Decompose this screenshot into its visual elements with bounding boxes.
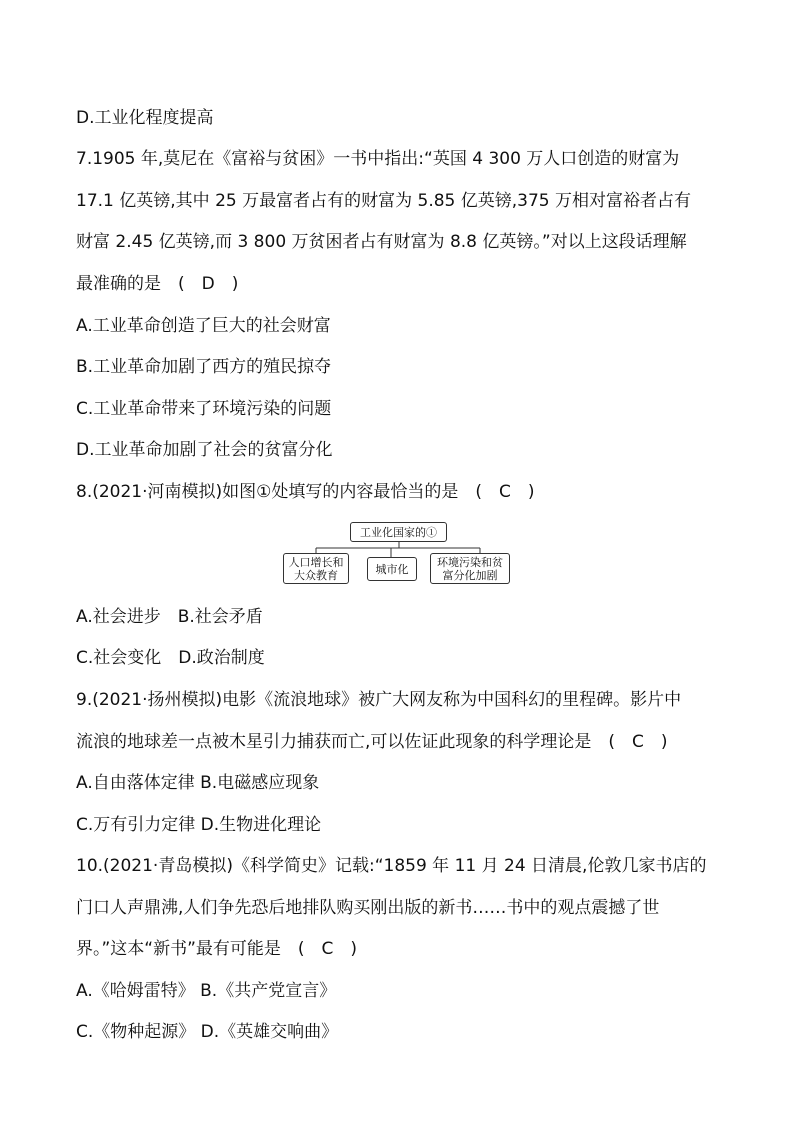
q7-option-a: A.工业革命创造了巨大的社会财富 — [76, 316, 331, 336]
q9-stem-line-2: 流浪的地球差一点被木星引力捕获而亡,可以佐证此现象的科学理论是 ( C ) — [76, 732, 668, 752]
q10-options-ab: A.《哈姆雷特》 B.《共产党宣言》 — [76, 981, 337, 1001]
q10-stem-line-1: 10.(2021·青岛模拟)《科学简史》记载:“1859 年 11 月 24 日清晨,伦敦几家书店的 — [76, 856, 707, 876]
diagram-root-box: 工业化国家的① — [350, 522, 447, 542]
q8-stem: 8.(2021·河南模拟)如图①处填写的内容最恰当的是 ( C ) — [76, 482, 535, 502]
q10-stem-line-3: 界。”这本“新书”最有可能是 ( C ) — [76, 939, 358, 959]
q7-option-b: B.工业革命加剧了西方的殖民掠夺 — [76, 357, 332, 377]
q7-stem-line-2: 17.1 亿英镑,其中 25 万最富者占有的财富为 5.85 亿英镑,375 万相对富裕者占有 — [76, 191, 692, 211]
diagram-child-population-education: 人口增长和 大众教育 — [283, 553, 349, 584]
q7-stem-line-3: 财富 2.45 亿英镑,而 3 800 万贫困者占有财富为 8.8 亿英镑。”对以上这段话理解 — [76, 232, 687, 252]
diagram-child-pollution-inequality: 环境污染和贫 富分化加剧 — [430, 553, 510, 584]
q7-option-d: D.工业革命加剧了社会的贫富分化 — [76, 440, 333, 460]
q7-option-c: C.工业革命带来了环境污染的问题 — [76, 399, 332, 419]
q8-diagram — [283, 520, 513, 586]
diagram-child-urbanization: 城市化 — [367, 557, 417, 581]
q8-options-ab: A.社会进步 B.社会矛盾 — [76, 607, 263, 627]
q6-option-d: D.工业化程度提高 — [76, 108, 214, 128]
q9-options-cd: C.万有引力定律 D.生物进化理论 — [76, 815, 322, 835]
q10-options-cd: C.《物种起源》 D.《英雄交响曲》 — [76, 1022, 339, 1042]
q9-options-ab: A.自由落体定律 B.电磁感应现象 — [76, 773, 320, 793]
q9-stem-line-1: 9.(2021·扬州模拟)电影《流浪地球》被广大网友称为中国科幻的里程碑。影片中 — [76, 690, 682, 710]
q7-stem-line-4: 最准确的是 ( D ) — [76, 274, 239, 294]
q7-stem-line-1: 7.1905 年,莫尼在《富裕与贫困》一书中指出:“英国 4 300 万人口创造的财富为 — [76, 149, 680, 169]
q8-options-cd: C.社会变化 D.政治制度 — [76, 648, 265, 668]
q10-stem-line-2: 门口人声鼎沸,人们争先恐后地排队购买刚出版的新书……书中的观点震撼了世 — [76, 898, 660, 918]
